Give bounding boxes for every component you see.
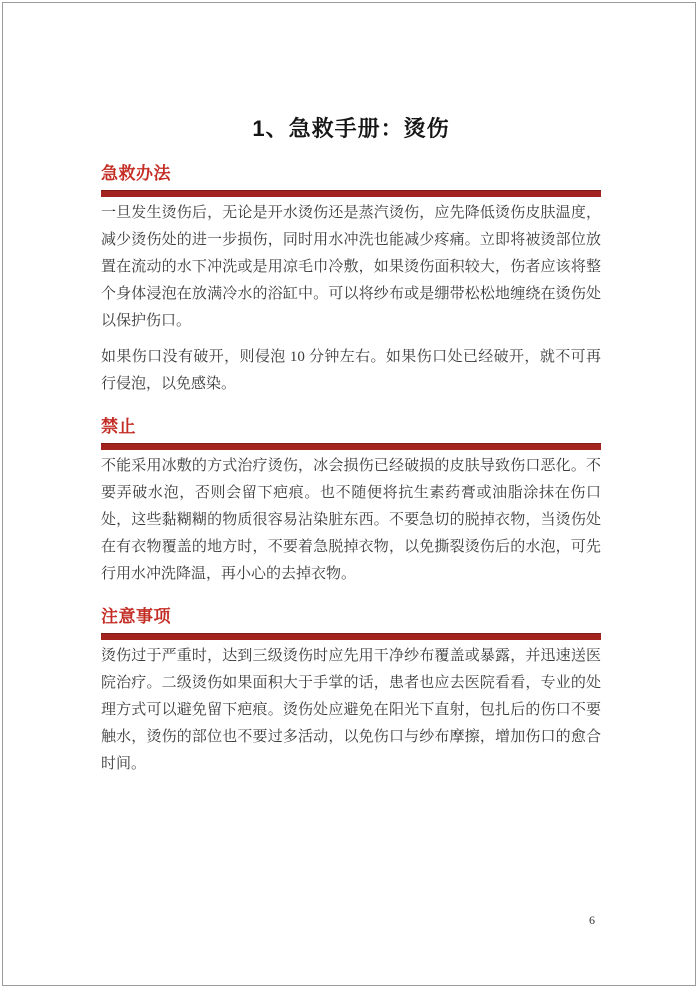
section-divider-bar <box>101 443 601 450</box>
paragraph: 不能采用冰敷的方式治疗烫伤，冰会损伤已经破损的皮肤导致伤口恶化。不要弄破水泡，否则会留下疤痕。也不随便将抗生素药膏或油脂涂抹在伤口处，这些黏糊糊的物质很容易沾染脏东西。不要急切的脱掉衣物，当烫伤处在有衣物覆盖的地方时，不要着急脱掉衣物，以免撕裂烫伤后的水泡，可先行用水冲洗降温，再小心的去掉衣物。 <box>101 458 601 582</box>
section-heading: 禁止 <box>101 417 136 436</box>
page-content <box>101 3 601 778</box>
section-divider-bar <box>101 190 601 197</box>
section-prohibited <box>101 415 601 588</box>
paragraph: 一旦发生烫伤后，无论是开水烫伤还是蒸汽烫伤，应先降低烫伤皮肤温度，减少烫伤处的进一步损伤，同时用水冲洗也能减少疼痛。立即将被烫部位放置在流动的水下冲洗或是用凉毛巾冷敷，如果烫伤面积较大，伤者应该将整个身体浸泡在放满冷水的浴缸中。可以将纱布或是绷带松松地缠绕在烫伤处以保护伤口。 <box>101 205 601 329</box>
section-heading: 注意事项 <box>101 607 171 626</box>
paragraph: 烫伤过于严重时，达到三级烫伤时应先用干净纱布覆盖或暴露，并迅速送医院治疗。二级烫伤如果面积大于手掌的话，患者也应去医院看看，专业的处理方式可以避免留下疤痕。烫伤处应避免在阳光下直射，包扎后的伤口不要触水，烫伤的部位也不要过多活动，以免伤口与纱布摩擦，增加伤口的愈合时间。 <box>101 648 601 772</box>
page-title: 1、急救手册：烫伤 <box>252 116 450 141</box>
section-divider-bar <box>101 633 601 640</box>
section-heading: 急救办法 <box>101 164 171 183</box>
document-page <box>2 2 696 986</box>
section-precautions <box>101 605 601 778</box>
section-first-aid-methods <box>101 162 601 398</box>
page-number: 6 <box>589 913 595 927</box>
paragraph: 如果伤口没有破开，则侵泡 10 分钟左右。如果伤口处已经破开，就不可再行侵泡，以免感染。 <box>101 349 601 392</box>
